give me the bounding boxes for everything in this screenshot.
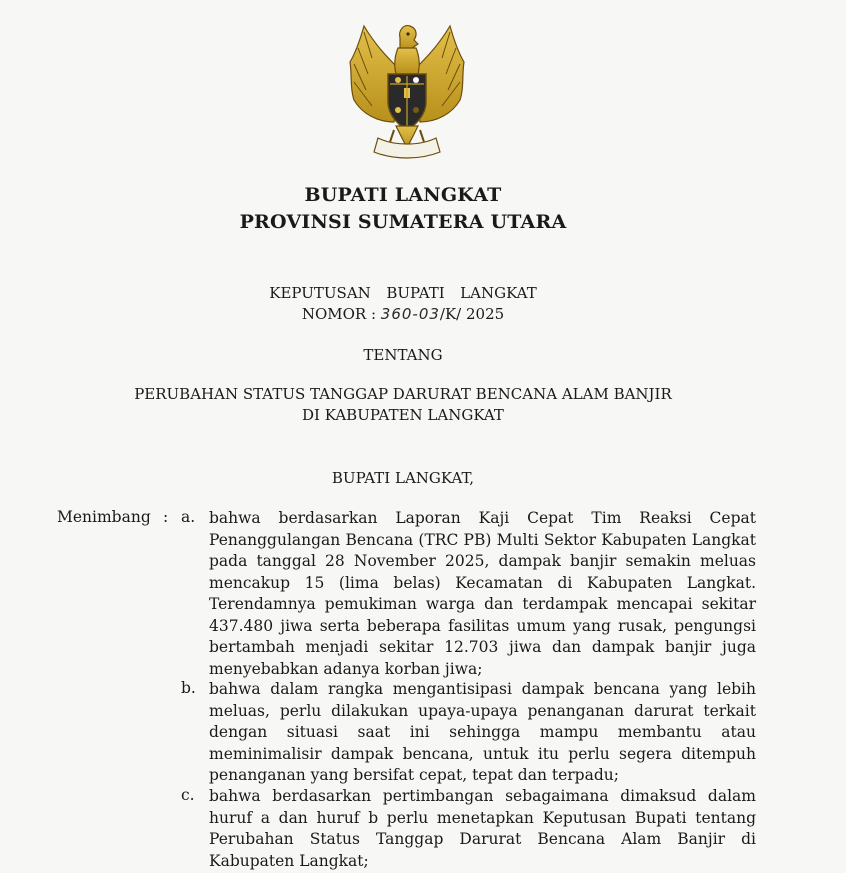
decree-number-handwritten: 360-03 [380,305,440,323]
considering-colon: : [163,508,169,526]
decree-number-suffix: /K/ 2025 [439,305,505,323]
considering-item-b: bahwa dalam rangka mengantisipasi dampak bencana yang lebih meluas, perlu dilakukan upaya-upaya penanganan darurat terkait dengan situasi saat ini sehingga mampu membantu atau meminimalisir dampak bencana, untuk itu perlu segera ditempuh penanganan yang bersifat cepat, tepat dan terpadu; [209,680,756,784]
item-c-marker: c. [181,786,195,804]
header-regent-title: BUPATI LANGKAT [304,184,502,206]
considering-item-a: bahwa berdasarkan Laporan Kaji Cepat Tim Reaksi Cepat Penanggulangan Bencana (TRC PB) Multi Sektor Kabupaten Langkat pada tanggal 28 November 2025, dampak banjir semakin meluas mencakup 15 (lima belas) Kecamatan di Kabupaten Langkat. Terendamnya pemukiman warga dan terdampak mencapai sekitar 437.480 jiwa serta beberapa fasilitas umum yang rusak, pengungsi bertambah menjadi sekitar 12.703 jiwa dan dampak banjir juga menyebabkan adanya korban jiwa; [209,509,756,678]
decree-number-label: NOMOR : [301,305,381,323]
item-a-marker: a. [181,508,196,526]
decree-title-line1: PERUBAHAN STATUS TANGGAP DARURAT BENCANA ALAM BANJIR [134,385,672,403]
decree-title-line2: DI KABUPATEN LANGKAT [302,406,504,424]
about-label: TENTANG [363,346,443,364]
item-b-marker: b. [181,679,196,697]
issuer-heading: BUPATI LANGKAT, [331,469,475,487]
header-province-title: PROVINSI SUMATERA UTARA [239,211,567,233]
considering-label: Menimbang [57,508,151,526]
considering-item-c: bahwa berdasarkan pertimbangan sebagaimana dimaksud dalam huruf a dan huruf b perlu menetapkan Keputusan Bupati tentang Perubahan Status Tanggap Darurat Bencana Alam Banjir di Kabupaten Langkat; [209,787,756,870]
garuda-pancasila-emblem [338,18,474,168]
decree-type: KEPUTUSAN BUPATI LANGKAT [269,284,537,302]
decree-number [0,305,806,323]
